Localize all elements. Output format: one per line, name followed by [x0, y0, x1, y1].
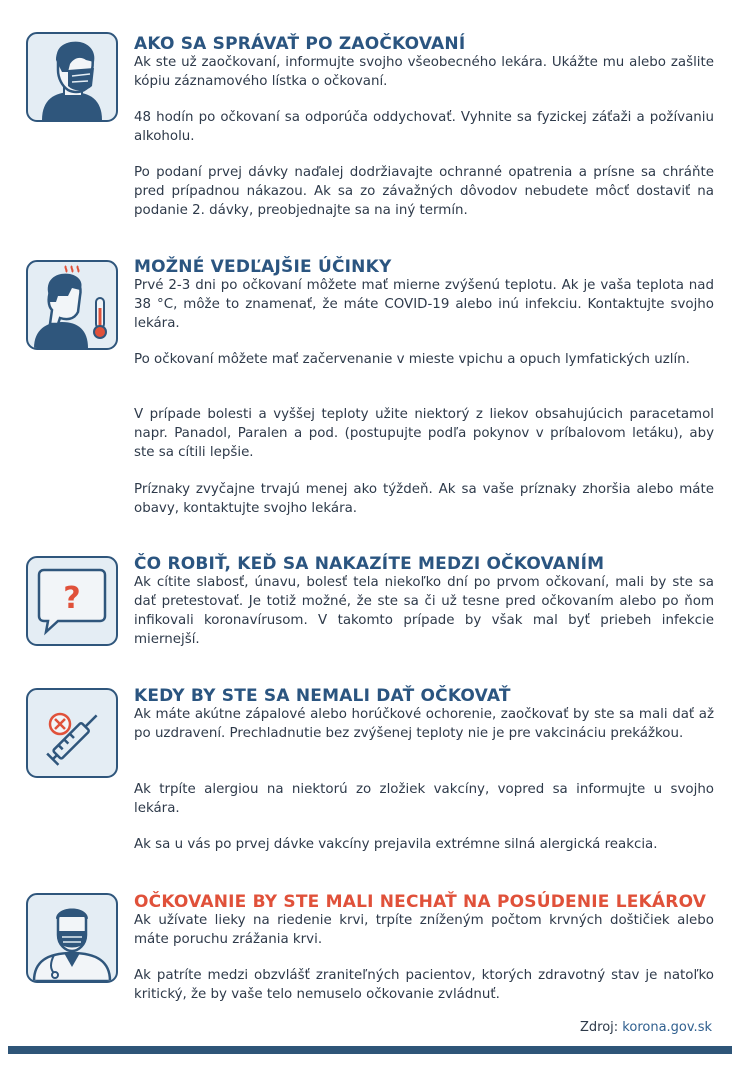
section-paragraph: 48 hodín po očkovaní sa odporúča oddychovať. Vyhnite sa fyzickej záťaži a požívaniu alkoholu. [134, 110, 714, 144]
section-paragraph: Ak trpíte alergiou na niektorú zo zložiek vakcíny, vopred sa informujte u svojho lekára. [134, 782, 714, 816]
section-title: KEDY BY STE SA NEMALI DAŤ OČKOVAŤ [134, 686, 511, 706]
source-credit [580, 1020, 712, 1035]
footer-bar [8, 1046, 732, 1054]
source-label: Zdroj: [579, 1020, 619, 1035]
section-title: OČKOVANIE BY STE MALI NECHAŤ NA POSÚDENIE LEKÁROV [134, 892, 707, 912]
fever-thermometer-icon [26, 260, 118, 350]
doctor-icon [26, 893, 118, 983]
section-paragraph: Po podaní prvej dávky naďalej dodržiavajte ochranné opatrenia a prísne sa chráňte pred prípadnou nákazou. Ak sa zo závažných dôvodov nebudete môcť dostaviť na podanie 2. dávky, preobjednajte sa na iný termín. [134, 165, 714, 218]
section-title: AKO SA SPRÁVAŤ PO ZAOČKOVANÍ [134, 34, 466, 54]
section-paragraph: Ak patríte medzi obzvlášť zraniteľných pacientov, ktorých zdravotný stav je natoľko kritický, že by vaše telo nemuselo očkovanie zvládnuť. [134, 968, 714, 1002]
no-syringe-icon [26, 688, 118, 778]
section-paragraph: Príznaky zvyčajne trvajú menej ako týždeň. Ak sa vaše príznaky zhoršia alebo máte obavy, kontaktujte svojho lekára. [134, 482, 714, 516]
section-paragraph: Ak užívate lieky na riedenie krvi, trpíte zníženým počtom krvných doštičiek alebo máte poruchu zrážania krvi. [134, 913, 714, 947]
section-paragraph: Ak ste už zaočkovaní, informujte svojho všeobecného lekára. Ukážte mu alebo zašlite kópiu záznamového lístka o očkovaní. [134, 55, 714, 89]
section-title: ČO ROBIŤ, KEĎ SA NAKAZÍTE MEDZI OČKOVANÍM [134, 554, 605, 574]
section-paragraph: Po očkovaní môžete mať začervenanie v mieste vpichu a opuch lymfatických uzlín. [134, 352, 690, 367]
section-paragraph: Ak cítite slabosť, únavu, bolesť tela niekoľko dní po prvom očkovaní, mali by ste sa dať pretestovať. Je totiž možné, že ste sa či už tesne pred očkovaním alebo po ňom infikovali koronavírusom. V takomto prípade by však mal byť priebeh infekcie miernejší. [134, 575, 714, 647]
masked-person-icon [26, 32, 118, 122]
question-bubble-icon [26, 556, 118, 646]
section-title: MOŽNÉ VEDĽAJŠIE ÚČINKY [134, 257, 392, 277]
source-link[interactable]: korona.gov.sk [622, 1020, 712, 1035]
svg-text:?: ? [63, 581, 81, 616]
section-paragraph: V prípade bolesti a vyššej teploty užite niektorý z liekov obsahujúcich paracetamol napr. Panadol, Paralen a pod. (postupujte podľa pokynov v príbalovom letáku), aby ste sa cítili lepšie. [134, 407, 714, 460]
section-paragraph: Ak máte akútne zápalové alebo horúčkové ochorenie, zaočkovať by ste sa mali dať až po uzdravení. Prechladnutie bez zvýšenej teploty nie je pre vakcináciu prekážkou. [134, 707, 714, 741]
section-paragraph: Ak sa u vás po prvej dávke vakcíny prejavila extrémne silná alergická reakcia. [134, 837, 658, 852]
section-paragraph: Prvé 2-3 dni po očkovaní môžete mať mierne zvýšenú teplotu. Ak je vaša teplota nad 38 °C, môže to znamenať, že máte COVID-19 alebo inú infekciu. Kontaktujte svojho lekára. [134, 278, 714, 331]
